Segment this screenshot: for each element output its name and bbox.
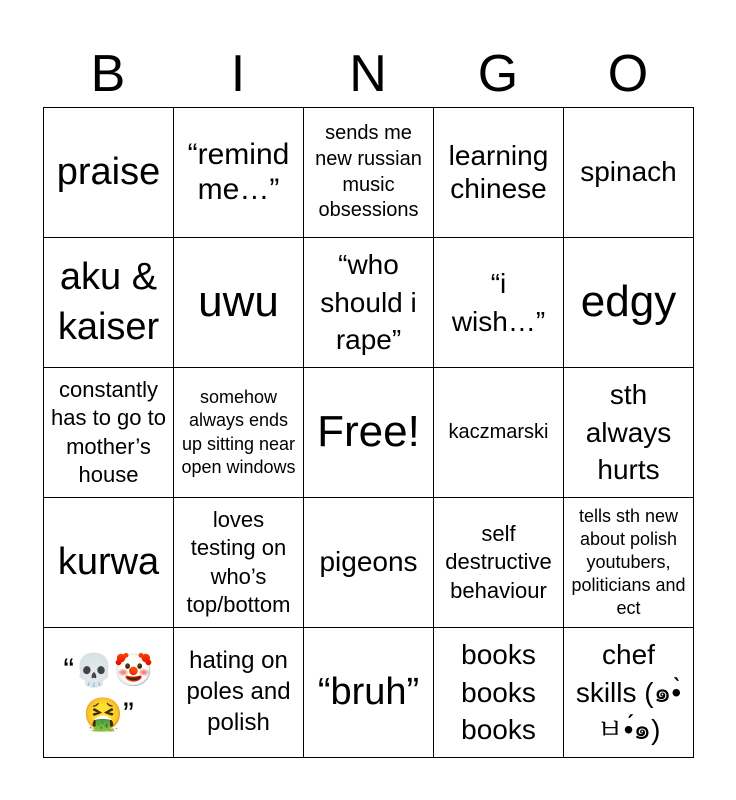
cell-text: pigeons xyxy=(319,546,418,578)
cell-text: tells sth new about polish youtubers, politicians and ect xyxy=(571,505,686,619)
bingo-cell[interactable] xyxy=(434,628,564,758)
cell-text: constantly has to go to mother’s house xyxy=(51,377,166,487)
cell-text: Free! xyxy=(317,407,420,457)
cell-text: kurwa xyxy=(57,540,160,583)
bingo-cell[interactable] xyxy=(44,368,174,498)
header-letter-o: O xyxy=(607,45,649,103)
cell-text: aku & kaiser xyxy=(57,256,160,348)
bingo-cell[interactable] xyxy=(304,238,434,368)
cell-text: kaczmarski xyxy=(448,421,549,443)
bingo-cell[interactable] xyxy=(174,368,304,498)
cell-text: uwu xyxy=(198,277,279,327)
cell-text: sth always hurts xyxy=(585,378,672,486)
bingo-cell[interactable] xyxy=(434,238,564,368)
cell-text: “💀🤡🤮” xyxy=(63,652,154,732)
bingo-cell[interactable] xyxy=(304,498,434,628)
bingo-cell[interactable] xyxy=(434,108,564,238)
bingo-cell[interactable] xyxy=(304,108,434,238)
header-letter-i: I xyxy=(230,45,246,103)
cell-text: chef skills (๑•̀ㅂ•́๑) xyxy=(575,638,682,746)
cell-text: “i wish…” xyxy=(451,267,546,337)
bingo-cell[interactable] xyxy=(44,108,174,238)
bingo-cell[interactable] xyxy=(174,108,304,238)
cell-text: somehow always ends up sitting near open windows xyxy=(181,387,296,477)
bingo-cell[interactable] xyxy=(434,498,564,628)
bingo-cell[interactable] xyxy=(434,368,564,498)
header-letter-g: G xyxy=(477,45,519,103)
bingo-cell[interactable] xyxy=(174,498,304,628)
bingo-cell[interactable] xyxy=(44,238,174,368)
cell-text: self destructive behaviour xyxy=(445,521,552,603)
cell-text: sends me new russian music obsessions xyxy=(315,122,422,222)
cell-text: edgy xyxy=(580,277,677,327)
cell-text: books books books xyxy=(461,638,536,746)
cell-text: “remind me…” xyxy=(187,138,290,206)
cell-text: praise xyxy=(56,150,161,193)
header-letter-n: N xyxy=(349,45,387,103)
header-letter-b: B xyxy=(90,45,126,103)
cell-text: spinach xyxy=(580,156,677,188)
bingo-cell[interactable] xyxy=(564,238,694,368)
bingo-cell[interactable] xyxy=(304,628,434,758)
bingo-header xyxy=(43,40,693,108)
bingo-cell[interactable] xyxy=(44,628,174,758)
cell-text: “who should i rape” xyxy=(320,248,417,356)
bingo-cell[interactable] xyxy=(564,628,694,758)
free-space[interactable] xyxy=(304,368,434,498)
bingo-cell[interactable] xyxy=(174,628,304,758)
bingo-cell[interactable] xyxy=(44,498,174,628)
bingo-cell[interactable] xyxy=(564,108,694,238)
cell-text: “bruh” xyxy=(317,670,420,713)
cell-text: hating on poles and polish xyxy=(186,647,291,736)
bingo-cell[interactable] xyxy=(174,238,304,368)
bingo-grid xyxy=(43,107,694,758)
bingo-cell[interactable] xyxy=(564,498,694,628)
cell-text: learning chinese xyxy=(448,140,549,204)
bingo-cell[interactable] xyxy=(564,368,694,498)
cell-text: loves testing on who’s top/bottom xyxy=(186,507,291,617)
